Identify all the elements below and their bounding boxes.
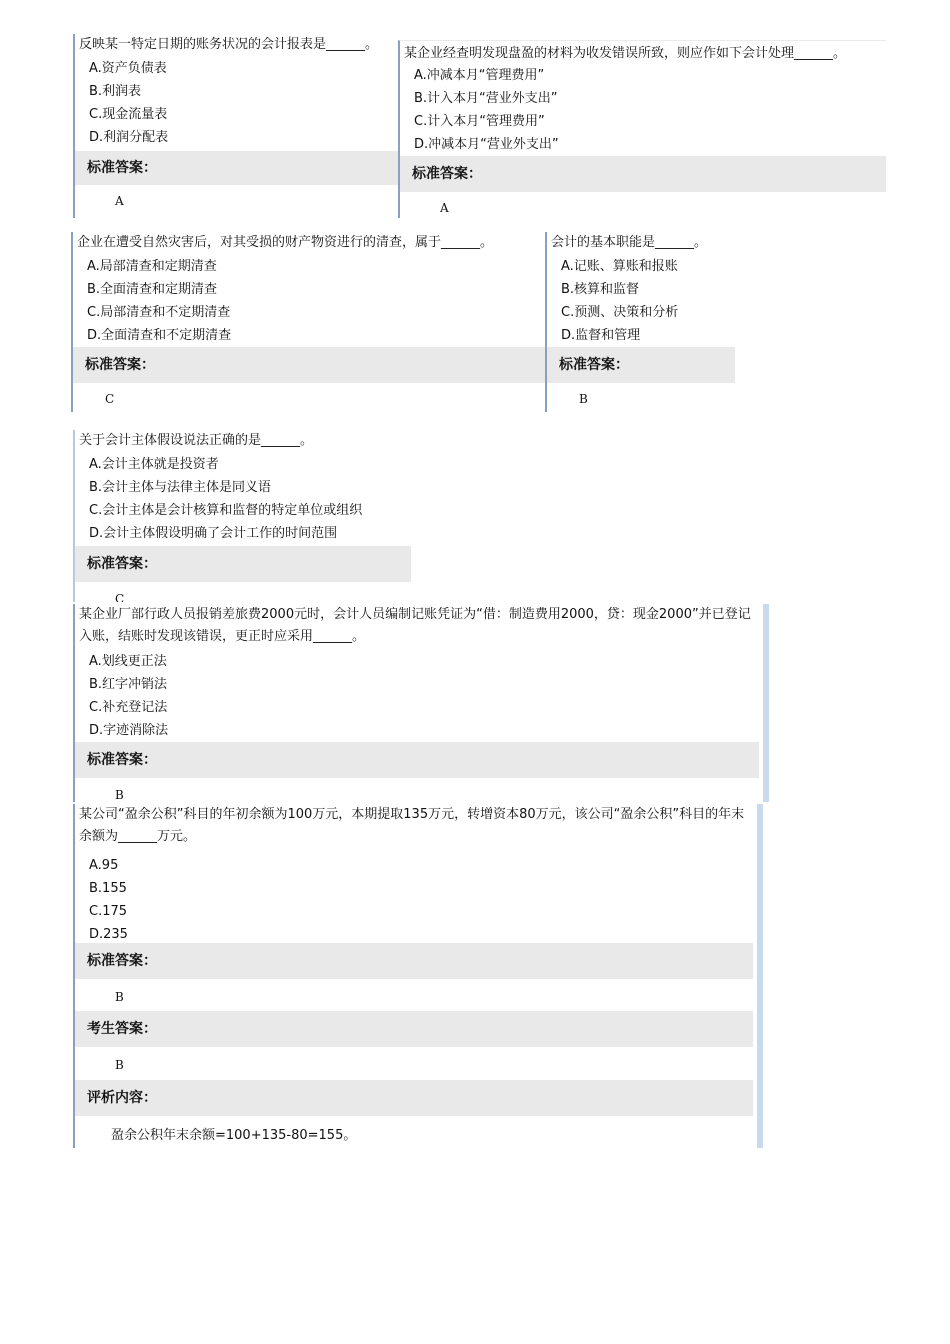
standard-answer-value: C [105, 392, 115, 406]
option-c: C.局部清查和不定期清查 [87, 305, 231, 320]
standard-answer-value: B [115, 788, 124, 802]
option-b: B.核算和监督 [561, 282, 640, 297]
standard-answer-header: 标准答案： [75, 742, 759, 778]
option-a: A.会计主体就是投资者 [89, 457, 219, 472]
option-a: A.95 [89, 858, 119, 873]
question-card-2 [398, 40, 886, 218]
student-answer-value: B [115, 1058, 124, 1072]
standard-answer-value: A [440, 201, 449, 215]
student-answer-header: 考生答案： [75, 1011, 753, 1047]
standard-answer-header: 标准答案： [75, 943, 753, 979]
question-text: 关于会计主体假设说法正确的是______。 [79, 433, 314, 448]
question-card-4 [545, 232, 735, 412]
question-card-3 [71, 232, 545, 412]
option-d: D.利润分配表 [89, 130, 169, 145]
option-a: A.冲减本月“管理费用” [414, 68, 545, 83]
standard-answer-header: 标准答案： [75, 151, 399, 185]
question-card-5 [73, 430, 411, 602]
option-a: A.资产负债表 [89, 61, 167, 76]
question-text: 会计的基本职能是______。 [551, 235, 708, 250]
standard-answer-value: A [115, 194, 124, 208]
option-d: D.冲减本月“营业外支出” [414, 137, 559, 152]
option-b: B.红字冲销法 [89, 677, 168, 692]
standard-answer-header: 标准答案： [73, 347, 545, 383]
option-c: C.补充登记法 [89, 700, 168, 715]
option-b: B.计入本月“营业外支出” [414, 91, 558, 106]
option-c: C.会计主体是会计核算和监督的特定单位或组织 [89, 503, 363, 518]
analysis-header: 评析内容： [75, 1080, 753, 1116]
question-card-6 [73, 604, 769, 802]
option-c: C.175 [89, 904, 128, 919]
question-card-7 [73, 804, 763, 1148]
option-d: D.235 [89, 927, 128, 942]
question-text: 某公司“盈余公积”科目的年初余额为100万元，本期提取135万元，转增资本80万元，该公司“盈余公积”科目的年末余额为______万元。 [79, 807, 745, 844]
question-text: 反映某一特定日期的账务状况的会计报表是______。 [79, 37, 379, 52]
standard-answer-value: B [115, 990, 124, 1004]
standard-answer-header: 标准答案： [547, 347, 735, 383]
option-d: D.会计主体假设明确了会计工作的时间范围 [89, 526, 338, 541]
question-card-1 [73, 34, 399, 218]
option-c: C.计入本月“管理费用” [414, 114, 545, 129]
option-b: B.全面清查和定期清查 [87, 282, 218, 297]
option-d: D.监督和管理 [561, 328, 641, 343]
option-c: C.现金流量表 [89, 107, 168, 122]
option-a: A.记账、算账和报账 [561, 259, 678, 274]
analysis-content: 盈余公积年末余额=100+135-80=155。 [111, 1128, 357, 1143]
option-d: D.字迹消除法 [89, 723, 169, 738]
option-d: D.全面清查和不定期清查 [87, 328, 232, 343]
option-b: B.会计主体与法律主体是同义语 [89, 480, 272, 495]
option-a: A.局部清查和定期清查 [87, 259, 217, 274]
question-text: 某企业厂部行政人员报销差旅费2000元时，会计人员编制记账凭证为“借：制造费用2000，贷：现金2000”并已登记入账，结账时发现该错误，更正时应采用______。 [79, 607, 751, 644]
standard-answer-header: 标准答案： [400, 156, 886, 192]
question-text: 某企业经查明发现盘盈的材料为收发错误所致，则应作如下会计处理______。 [404, 46, 847, 61]
standard-answer-header: 标准答案： [75, 546, 411, 582]
option-a: A.划线更正法 [89, 654, 167, 669]
standard-answer-value: C [115, 592, 125, 602]
standard-answer-value: B [579, 392, 588, 406]
question-text: 企业在遭受自然灾害后，对其受损的财产物资进行的清查，属于______。 [77, 235, 494, 250]
option-b: B.155 [89, 881, 127, 896]
option-c: C.预测、决策和分析 [561, 305, 679, 320]
option-b: B.利润表 [89, 84, 142, 99]
